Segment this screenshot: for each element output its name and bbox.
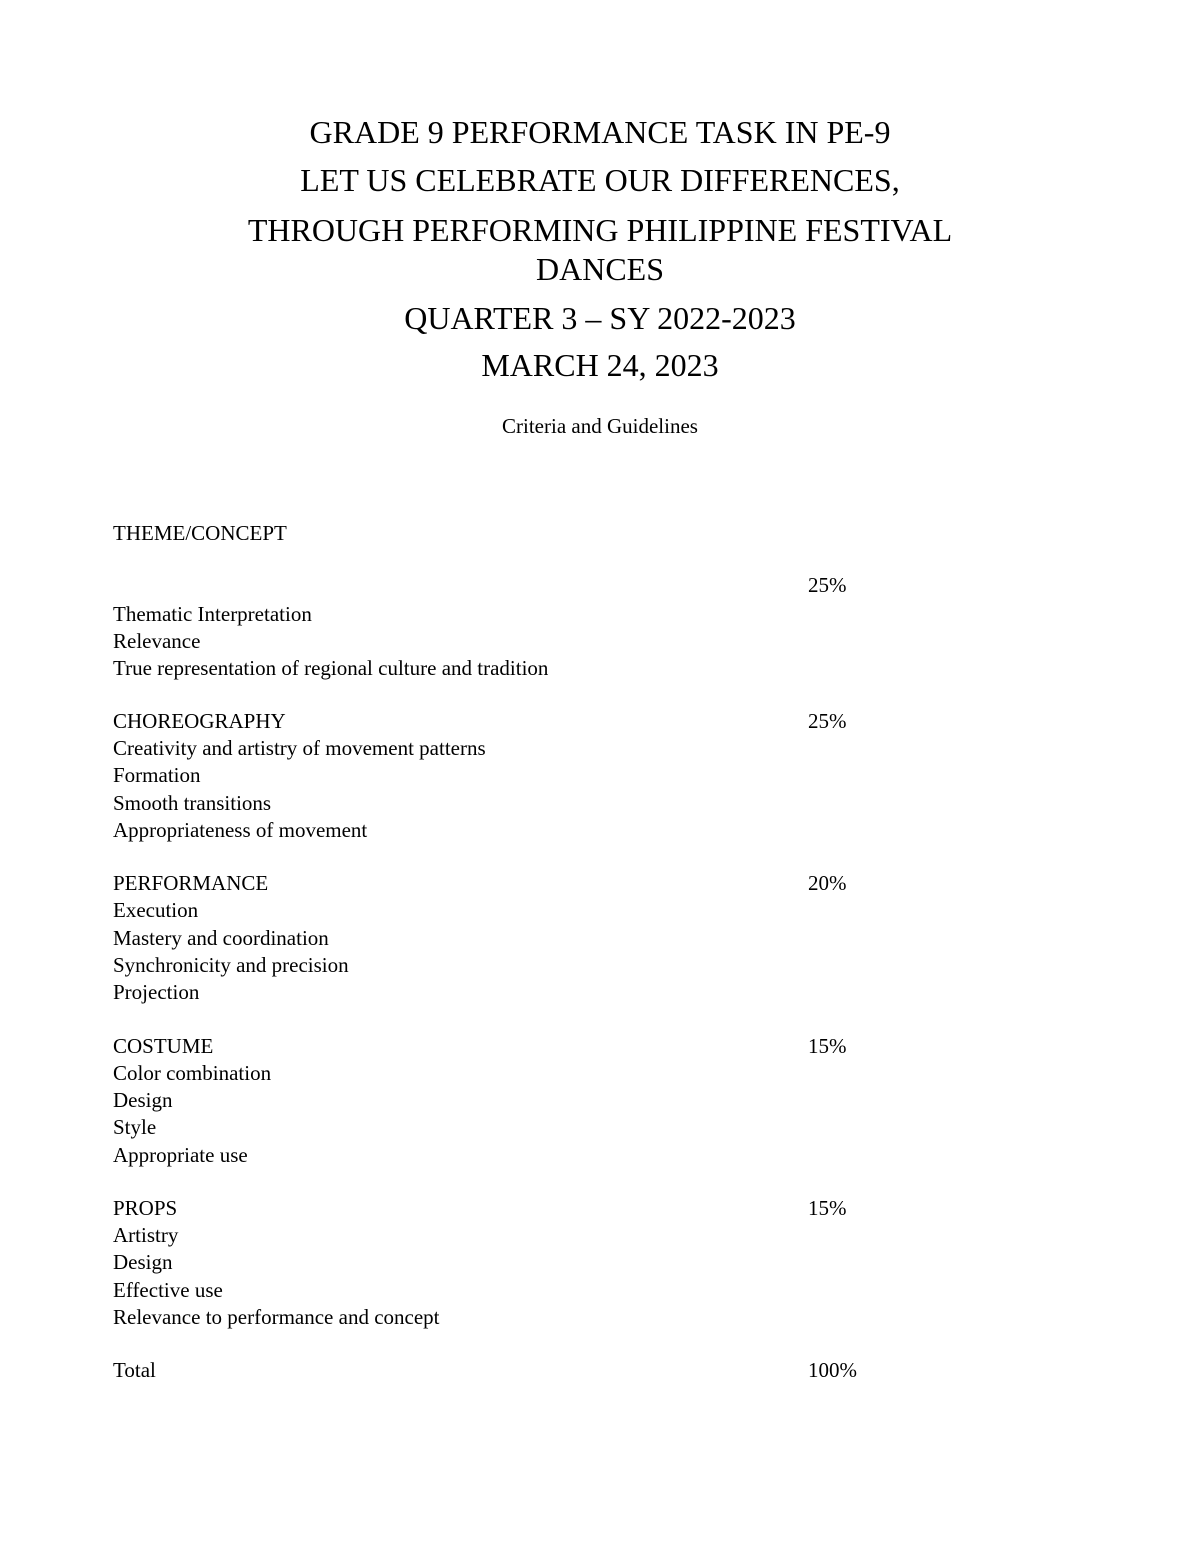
criterion-item: Formation	[113, 763, 201, 787]
criterion-item: Projection	[113, 980, 200, 1004]
subtitle: Criteria and Guidelines	[502, 414, 698, 438]
criterion-item: Relevance	[113, 629, 201, 653]
total-weight: 100%	[808, 1358, 857, 1382]
criterion-item: Design	[113, 1088, 173, 1112]
weight-props: 15%	[808, 1196, 847, 1220]
title-line-3: THROUGH PERFORMING PHILIPPINE FESTIVAL	[247, 212, 953, 248]
section-heading-performance: PERFORMANCE	[113, 871, 269, 895]
criterion-item: Design	[113, 1250, 173, 1274]
criterion-item: Appropriate use	[113, 1143, 248, 1167]
criterion-item: Appropriateness of movement	[113, 818, 368, 842]
criterion-item: Effective use	[113, 1278, 223, 1302]
criterion-item: Smooth transitions	[113, 791, 272, 815]
total-label: Total	[113, 1358, 156, 1382]
criterion-item: Thematic Interpretation	[113, 602, 312, 626]
section-heading-choreography: CHOREOGRAPHY	[113, 709, 286, 733]
criterion-item: Relevance to performance and concept	[113, 1305, 440, 1329]
section-heading-theme: THEME/CONCEPT	[113, 521, 287, 545]
weight-costume: 15%	[808, 1034, 847, 1058]
title-line-2: LET US CELEBRATE OUR DIFFERENCES,	[300, 162, 900, 198]
section-heading-props: PROPS	[113, 1196, 178, 1220]
criterion-item: Execution	[113, 898, 199, 922]
weight-theme: 25%	[808, 573, 847, 597]
weight-choreography: 25%	[808, 709, 847, 733]
criterion-item: Creativity and artistry of movement patterns	[113, 736, 486, 760]
criterion-item: Artistry	[113, 1223, 179, 1247]
criterion-item: Synchronicity and precision	[113, 953, 349, 977]
title-line-4: DANCES	[535, 251, 664, 287]
title-line-1: GRADE 9 PERFORMANCE TASK IN PE-9	[309, 114, 891, 150]
criterion-item: True representation of regional culture and tradition	[113, 656, 549, 680]
section-heading-costume: COSTUME	[113, 1034, 214, 1058]
title-line-5: QUARTER 3 – SY 2022-2023	[404, 300, 796, 336]
title-line-6: MARCH 24, 2023	[481, 347, 719, 383]
weight-performance: 20%	[808, 871, 847, 895]
criterion-item: Mastery and coordination	[113, 926, 329, 950]
criterion-item: Color combination	[113, 1061, 272, 1085]
criterion-item: Style	[113, 1115, 157, 1139]
